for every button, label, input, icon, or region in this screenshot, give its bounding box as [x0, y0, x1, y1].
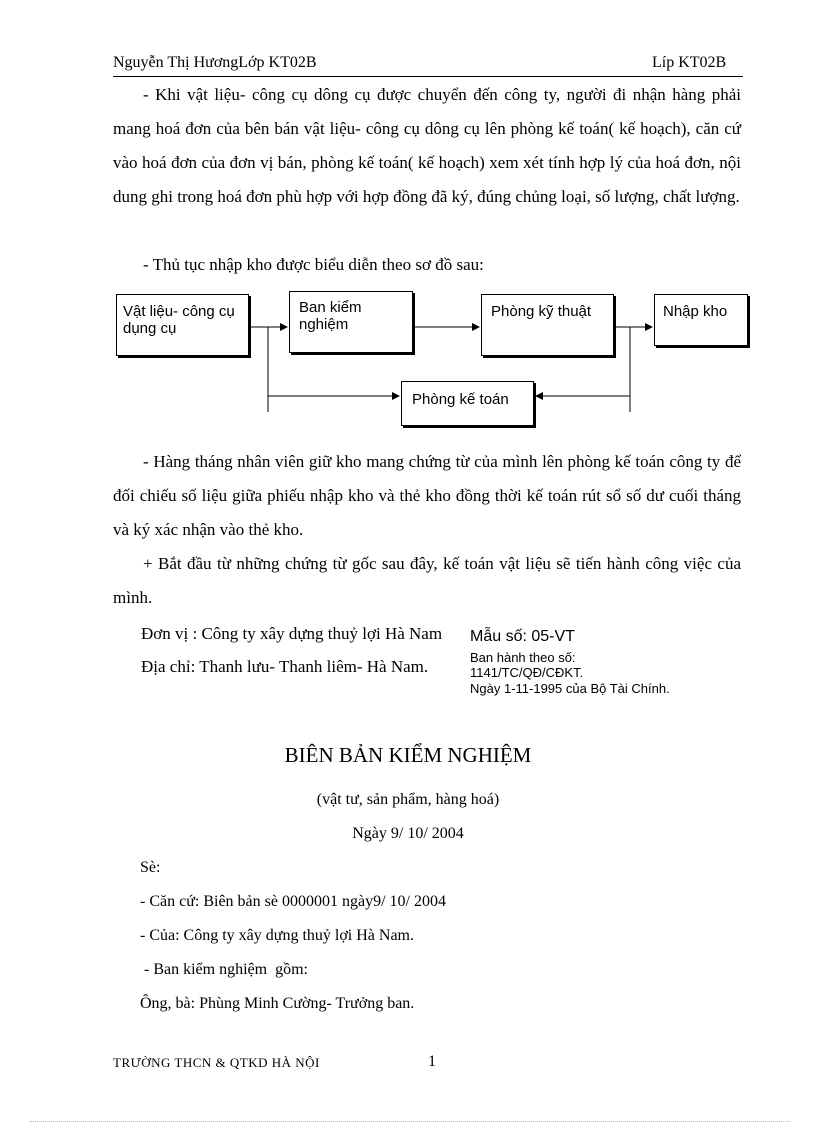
diagram-connectors — [0, 0, 816, 440]
issued-by: Ban hành theo số: — [470, 650, 576, 665]
document-subtitle: (vật tư, sản phẩm, hàng hoá) — [316, 791, 500, 808]
document-title: BIÊN BẢN KIỂM NGHIỆM — [284, 743, 532, 767]
page-bottom-divider — [30, 1121, 790, 1122]
paragraph-text: + Bắt đầu từ những chứng từ gốc sau đây, kế toán vật liệu sẽ tiến hành công việc của mình. — [113, 554, 741, 607]
box-warehouse-label: Nhập kho — [663, 303, 728, 320]
committee-line: - Ban kiểm nghiệm gồm: — [140, 961, 308, 978]
footer-school: TRƯỜNG THCN & QTKD HÀ NỘI — [113, 1055, 320, 1070]
form-number: Mẫu số: 05-VT — [470, 628, 575, 645]
member-line: Ông, bà: Phùng Minh Cường- Trưởng ban. — [140, 995, 415, 1012]
paragraph-text: - Khi vật liệu- công cụ dông cụ được chuyển đến công ty, người đi nhận hàng phải mang hoá đơn của bên bán vật liệu- công cụ dông cụ lên phòng kế toán( kế hoạch), căn cứ vào hoá đơn của đơn vị bán, phòng kế toán( kế hoạch) xem xét tính hợp lý của hoá đơn, nội dung ghi trong hoá đơn phù hợp với hợp đồng đã ký, đúng chủng loại, số lượng, chất lượng. — [113, 85, 741, 206]
unit-address: Địa chỉ: Thanh lưu- Thanh liêm- Hà Nam. — [141, 657, 429, 676]
document-number: Sè: — [140, 859, 161, 876]
header-class: Líp KT02B — [652, 54, 727, 71]
basis-line: - Căn cứ: Biên bản sè 0000001 ngày9/ 10/ 2004 — [140, 893, 446, 910]
page-number: 1 — [428, 1053, 436, 1070]
paragraph-text: - Thủ tục nhập kho được biểu diễn theo sơ đồ sau: — [143, 255, 484, 274]
box-materials-label: Vật liệu- công cụ dụng cụ — [123, 303, 235, 337]
paragraph-monthly-check — [113, 445, 741, 547]
unit-name: Đơn vị : Công ty xây dựng thuỷ lợi Hà Nam — [141, 624, 443, 643]
box-accounting-label: Phòng kế toán — [412, 391, 509, 408]
box-technical-label: Phòng kỹ thuật — [491, 303, 592, 320]
decision-date: Ngày 1-11-1995 của Bộ Tài Chính. — [470, 681, 670, 696]
paragraph-source-documents — [113, 547, 741, 615]
box-inspection-label: Ban kiểm nghiệm — [299, 299, 362, 333]
paragraph-text: - Hàng tháng nhân viên giữ kho mang chứng từ của mình lên phòng kế toán công ty để đối chiếu số liệu giữa phiếu nhập kho và thẻ kho đồng thời kế toán rút sổ số dư cuối tháng và ký xác nhận vào thẻ kho. — [113, 452, 741, 539]
company-line: - Của: Công ty xây dựng thuỷ lợi Hà Nam. — [140, 927, 414, 944]
document-date: Ngày 9/ 10/ 2004 — [352, 825, 464, 842]
header-author-class: Nguyễn Thị HươngLớp KT02B — [113, 54, 317, 71]
decision-number: 1141/TC/QĐ/CĐKT. — [470, 665, 584, 680]
